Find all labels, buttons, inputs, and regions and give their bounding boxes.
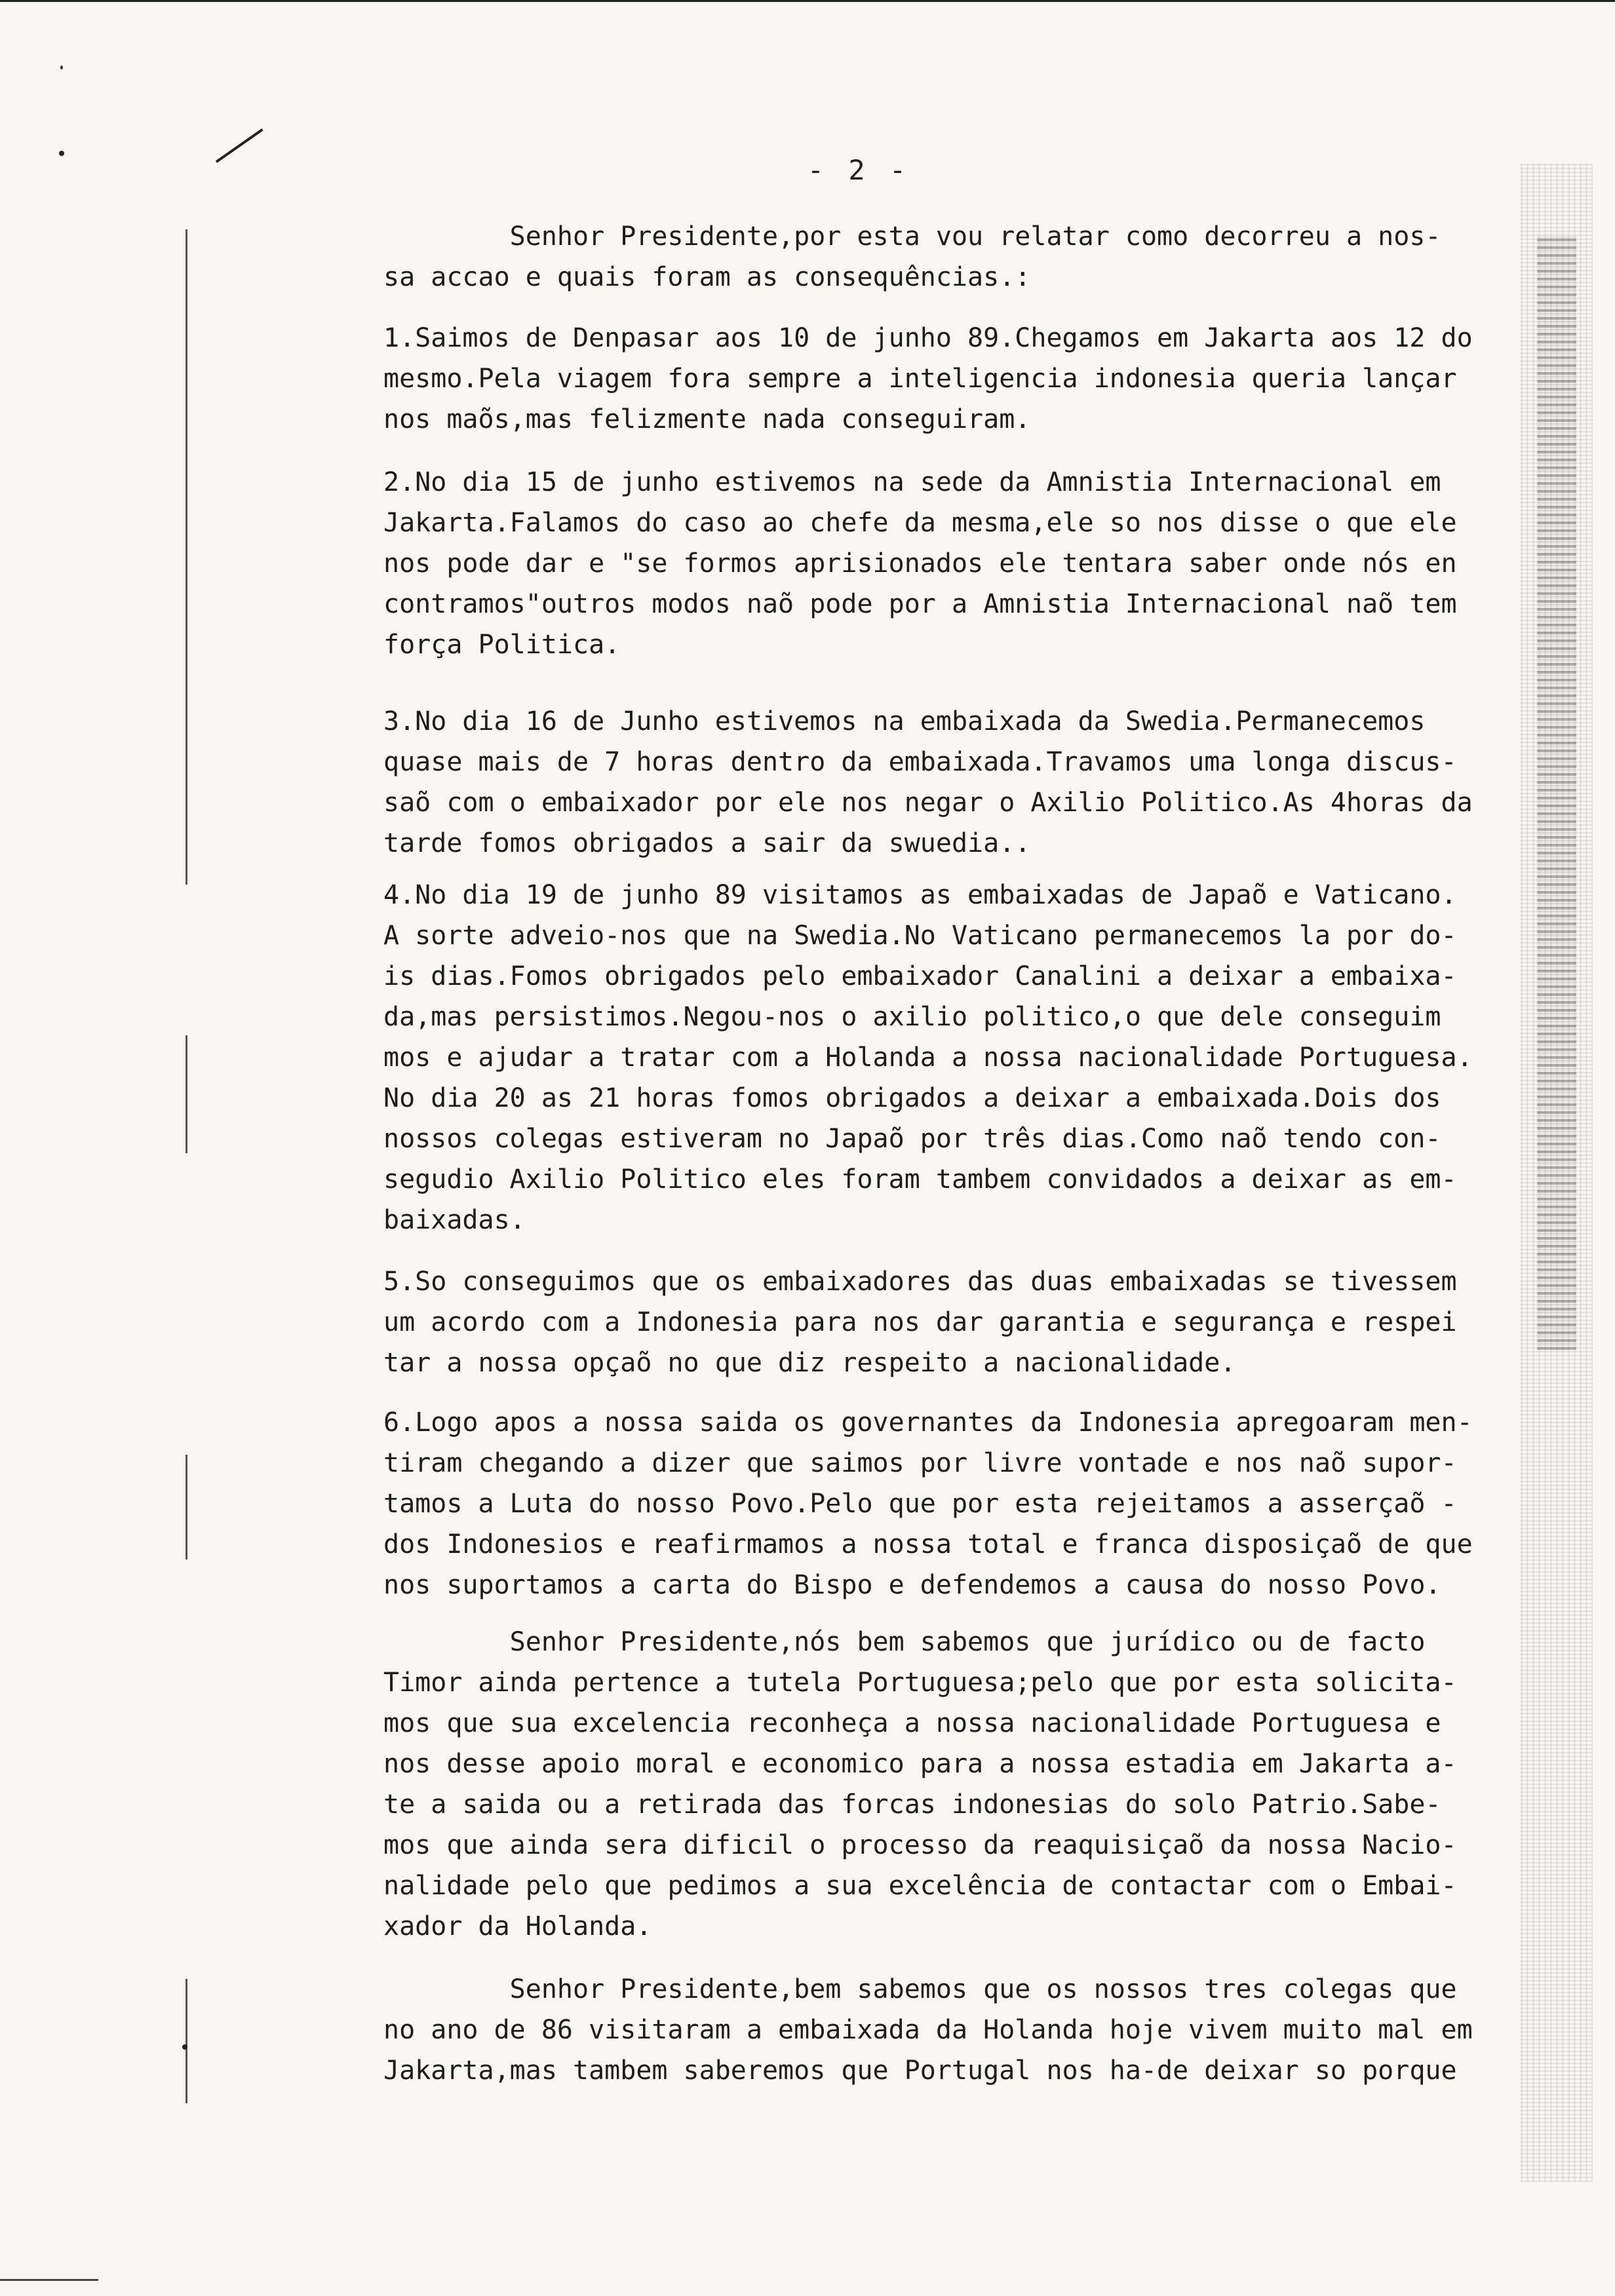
- text-line: mos que sua excelencia reconheça a nossa nacionalidade Portuguesa e: [383, 1708, 1441, 1738]
- text-line: Timor ainda pertence a tutela Portuguesa;pelo que por esta solicita-: [383, 1668, 1457, 1698]
- margin-line: [185, 1979, 187, 2103]
- text-line: No dia 20 as 21 horas fomos obrigados a deixar a embaixada.Dois dos: [383, 1083, 1441, 1113]
- numbered-item-1: [383, 318, 1530, 440]
- text-line: nossos colegas estiveram no Japaõ por três dias.Como naõ tendo con-: [383, 1124, 1441, 1154]
- text-line: Jakarta.Falamos do caso ao chefe da mesma,ele so nos disse o que ele: [383, 508, 1457, 538]
- text-line: no ano de 86 visitaram a embaixada da Holanda hoje vivem muito mal em: [383, 2015, 1473, 2045]
- text-line: sa accao e quais foram as consequências.:: [383, 262, 1031, 292]
- text-line: A sorte adveio-nos que na Swedia.No Vaticano permanecemos la por do-: [383, 921, 1457, 951]
- text-line: nos maõs,mas felizmente nada conseguiram.: [383, 404, 1031, 434]
- text-line: tarde fomos obrigados a sair da swuedia..: [383, 828, 1031, 858]
- punch-dot: [59, 151, 64, 156]
- text-line: quase mais de 7 horas dentro da embaixada.Travamos uma longa discus-: [383, 747, 1457, 777]
- text-line: Senhor Presidente,nós bem sabemos que jurídico ou de facto: [383, 1627, 1426, 1657]
- margin-line: [185, 229, 187, 885]
- punch-dot: [60, 66, 63, 69]
- text-line: nos pode dar e "se formos aprisionados ele tentara saber onde nós en: [383, 548, 1457, 579]
- text-line: saõ com o embaixador por ele nos negar o Axilio Politico.As 4horas da: [383, 788, 1473, 818]
- text-line: 3.No dia 16 de Junho estivemos na embaixada da Swedia.Permanecemos: [383, 706, 1426, 737]
- pen-slash-mark: [216, 128, 263, 163]
- text-line: força Politica.: [383, 630, 621, 660]
- scan-dark-edge: [1537, 236, 1576, 1350]
- text-line: mesmo.Pela viagem fora sempre a inteligencia indonesia queria lançar: [383, 364, 1457, 394]
- text-line: 5.So conseguimos que os embaixadores das duas embaixadas se tivessem: [383, 1267, 1457, 1297]
- numbered-item-5: [383, 1261, 1530, 1383]
- numbered-item-4: [383, 875, 1530, 1240]
- text-line: dos Indonesios e reafirmamos a nossa total e franca disposiçaõ de que: [383, 1529, 1473, 1559]
- text-line: baixadas.: [383, 1205, 526, 1235]
- page-number: - 2 -: [807, 154, 910, 186]
- numbered-item-2: [383, 462, 1530, 665]
- text-line: mos que ainda sera dificil o processo da reaquisiçaõ da nossa Nacio-: [383, 1830, 1457, 1860]
- text-line: te a saida ou a retirada das forcas indonesias do solo Patrio.Sabe-: [383, 1789, 1441, 1820]
- closing-paragraph-2: [383, 1969, 1530, 2091]
- text-line: um acordo com a Indonesia para nos dar garantia e segurança e respei: [383, 1307, 1457, 1337]
- margin-line: [185, 1455, 187, 1559]
- page-top-rule: [0, 0, 1615, 2]
- numbered-item-3: [383, 701, 1530, 864]
- text-line: Jakarta,mas tambem saberemos que Portugal nos ha-de deixar so porque: [383, 2056, 1457, 2086]
- text-line: nos suportamos a carta do Bispo e defendemos a causa do nosso Povo.: [383, 1570, 1441, 1600]
- page-bottom-rule: [0, 2279, 98, 2281]
- text-line: 1.Saimos de Denpasar aos 10 de junho 89.Chegamos em Jakarta aos 12 do: [383, 323, 1473, 353]
- text-line: tiram chegando a dizer que saimos por livre vontade e nos naõ supor-: [383, 1448, 1457, 1478]
- closing-paragraph-1: [383, 1622, 1530, 1947]
- text-line: 4.No dia 19 de junho 89 visitamos as embaixadas de Japaõ e Vaticano.: [383, 880, 1457, 910]
- text-line: nos desse apoio moral e economico para a nossa estadia em Jakarta a-: [383, 1749, 1457, 1779]
- margin-line: [185, 1035, 187, 1153]
- intro-paragraph: [383, 216, 1530, 297]
- punch-dot: [182, 2044, 187, 2050]
- text-line: Senhor Presidente,por esta vou relatar como decorreu a nos-: [383, 221, 1441, 252]
- text-line: nalidade pelo que pedimos a sua excelência de contactar com o Embai-: [383, 1871, 1457, 1901]
- text-line: xador da Holanda.: [383, 1911, 652, 1942]
- text-line: segudio Axilio Politico eles foram tambem convidados a deixar as em-: [383, 1164, 1457, 1195]
- text-line: 2.No dia 15 de junho estivemos na sede da Amnistia Internacional em: [383, 467, 1441, 497]
- text-line: tar a nossa opçaõ no que diz respeito a nacionalidade.: [383, 1348, 1236, 1378]
- text-line: contramos"outros modos naõ pode por a Amnistia Internacional naõ tem: [383, 589, 1457, 619]
- text-line: is dias.Fomos obrigados pelo embaixador Canalini a deixar a embaixa-: [383, 961, 1457, 991]
- numbered-item-6: [383, 1402, 1530, 1605]
- text-line: Senhor Presidente,bem sabemos que os nossos tres colegas que: [383, 1974, 1457, 2004]
- text-line: 6.Logo apos a nossa saida os governantes da Indonesia apregoaram men-: [383, 1407, 1473, 1438]
- text-line: tamos a Luta do nosso Povo.Pelo que por esta rejeitamos a asserçaõ -: [383, 1489, 1457, 1519]
- text-line: mos e ajudar a tratar com a Holanda a nossa nacionalidade Portuguesa.: [383, 1043, 1473, 1073]
- text-line: da,mas persistimos.Negou-nos o axilio politico,o que dele conseguim: [383, 1002, 1441, 1032]
